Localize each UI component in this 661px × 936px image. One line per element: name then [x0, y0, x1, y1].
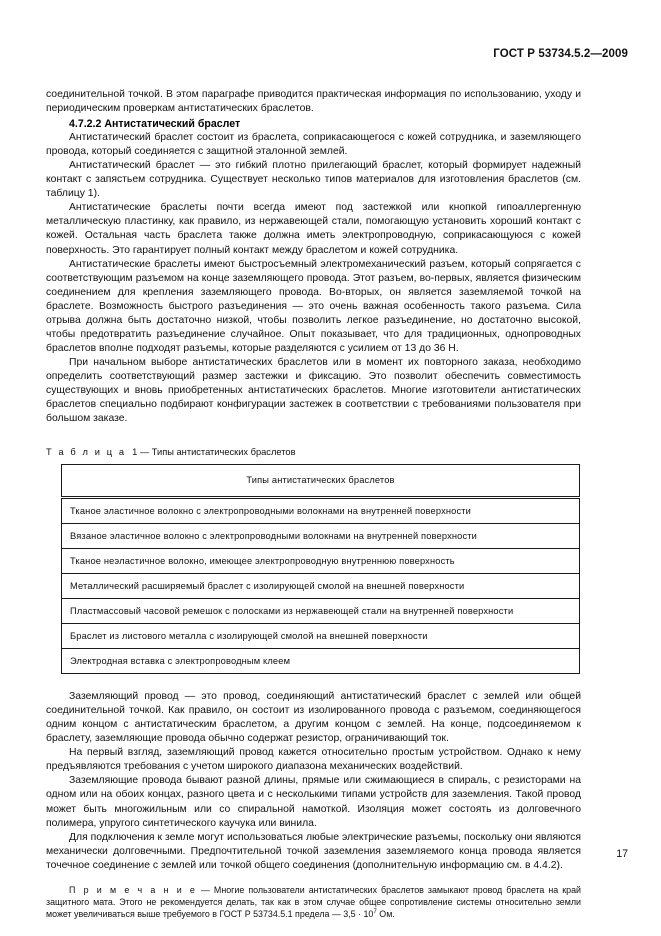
paragraph-6: Заземляющий провод — это провод, соединяющий антистатический браслет с землей или общей соединительной точкой. Как правило, он состоит из изолированного провода с разъемом, соединяющегося одним концом с антистатическим браслетом, а другим концом с землей. На конце, подсоединяемом к браслету, заземляющие провода обычно содержат резистор, ограничивающий ток.: [46, 691, 581, 745]
table-row: [62, 498, 580, 524]
spacer-before-note: [46, 873, 581, 884]
table-caption-dash: —: [139, 447, 150, 458]
table-caption-title: Типы антистатических браслетов: [151, 447, 296, 458]
note-block: [46, 884, 581, 921]
table-cell: Пластмассовый часовой ремешок с полосками из нержавеющей стали на внутренней поверхности: [62, 599, 580, 624]
note-label: П р и м е ч а н и е: [69, 884, 197, 895]
table-cell: Тканое неэластичное волокно, имеющее электропроводную внутреннюю поверхность: [62, 549, 580, 574]
table-row: [62, 574, 580, 599]
clause-heading-4-7-2-2: 4.7.2.2 Антистатический браслет: [69, 118, 241, 131]
page-number: 17: [616, 848, 628, 860]
note-text-part2: Ом.: [376, 909, 395, 920]
paragraph-3: Антистатические браслеты почти всегда имеют под застежкой или кнопкой гипоаллергенную металлическую пластинку, как правило, из нержавеющей стали, помогающую установить хороший контакт с кожей. Остальная часть браслета также должна иметь электропроводную, соприкасающуюся с кожей поверхность. Это гарантирует полный контакт между браслетом и кожей сотрудника.: [46, 202, 581, 256]
paragraph-8: Заземляющие провода бывают разной длины, прямые или сжимающиеся в спираль, с резисторами на одном или на обоих концах, разного цвета и с несколькими типами устройств для заземления. Такой провод может быть многожильным или со спиральной намоткой. Изоляция может состоять из долговечного полимера, упругого синтетического каучука или винила.: [46, 775, 581, 829]
table-row: [62, 549, 580, 574]
table-row: [62, 524, 580, 549]
table-row: [62, 599, 580, 624]
paragraph-7: На первый взгляд, заземляющий провод кажется относительно простым устройством. Однако к нему предъявляются требования с учетом широкого диапазона механических воздействий.: [46, 747, 581, 773]
paragraph-continued: соединительной точкой. В этом параграфе приводится практическая информация по использованию, уходу и периодическим проверкам антистатических браслетов.: [46, 89, 581, 115]
table-cell: Электродная вставка с электропроводным клеем: [62, 649, 580, 674]
table-header-row: [62, 465, 580, 498]
table-cell: Браслет из листового металла с изолирующей смолой на внешней поверхности: [62, 624, 580, 649]
paragraph-2: Антистатический браслет — это гибкий плотно прилегающий браслет, который формирует надежный контакт с запястьем сотрудника. Существует несколько типов материалов для изготовления браслетов (см. таблицу 1).: [46, 160, 581, 200]
paragraph-1: Антистатический браслет состоит из браслета, соприкасающегося с кожей сотрудника, и заземляющего провода, который соединяется с защитной эталонной землей.: [46, 132, 581, 158]
page-content: [46, 88, 581, 920]
note-exponent: 7: [373, 908, 377, 916]
paragraph-5: При начальном выборе антистатических браслетов или в момент их повторного заказа, необходимо определить соответствующий размер застежки и фиксацию. Это позволит обеспечить совместимость существующих и вновь приобретенных антистатических браслетов. Многие изготовители антистатических браслетов специально подбирают конфигурации застежек в соответствии с требованиями пользователя при большом заказе.: [46, 356, 581, 425]
table-row: [62, 649, 580, 674]
table-caption: [46, 446, 581, 458]
page-header-standard-id: ГОСТ Р 53734.5.2—2009: [493, 48, 628, 60]
table-cell: Тканое эластичное волокно с электропроводными волокнами на внутренней поверхности: [62, 498, 580, 524]
table-cell: Металлический расширяемый браслет с изолирующей смолой на внешней поверхности: [62, 574, 580, 599]
note-text-part1: Многие пользователи антистатических браслетов замыкают провод браслета на край защитного мата. Этого не рекомендуется делать, так как в этом случае общее сопротивление системы относительно земли может увеличиваться выше требуемого в ГОСТ Р 53734.5.1 предела — 3,5 · 10: [46, 884, 581, 920]
table-cell: Вязаное эластичное волокно с электропроводными волокнами на внутренней поверхности: [62, 524, 580, 549]
table-row: [62, 624, 580, 649]
table-column-header: Типы антистатических браслетов: [62, 465, 580, 498]
bracelet-types-table: [61, 464, 580, 674]
table-caption-label: Т а б л и ц а: [46, 447, 127, 458]
table-caption-number: 1: [132, 447, 138, 458]
spacer-after-table: [46, 674, 581, 690]
paragraph-9: Для подключения к земле могут использоваться любые электрические разъемы, поскольку они являются механически долговечными. Предпочтительной точкой заземления заземляемого конца провода является точечное соединение с землей или точкой общего соединения (дополнительную информацию см. в 4.4.2).: [46, 831, 581, 871]
note-dash: —: [201, 884, 210, 895]
paragraph-4: Антистатические браслеты имеют быстросъемный электромеханический разъем, который сопрягается с соответствующим разъемом на конце заземляющего провода. Этот разъем, во-первых, является физическим соединением для крепления заземляющего провода. Во-вторых, он является заземляемой точкой на браслете. Возможность быстрого разъединения — это очень важная особенность такого разъема. Сила отрыва должна быть достаточно низкой, чтобы позволить легкое разъединение, но достаточно высокой, чтобы предотвратить разъединение случайное. Опыт показывает, что для традиционных, однопроводных браслетов вполне подходят разъемы, которые разделяются с усилием от 13 до 36 Н.: [46, 258, 581, 354]
